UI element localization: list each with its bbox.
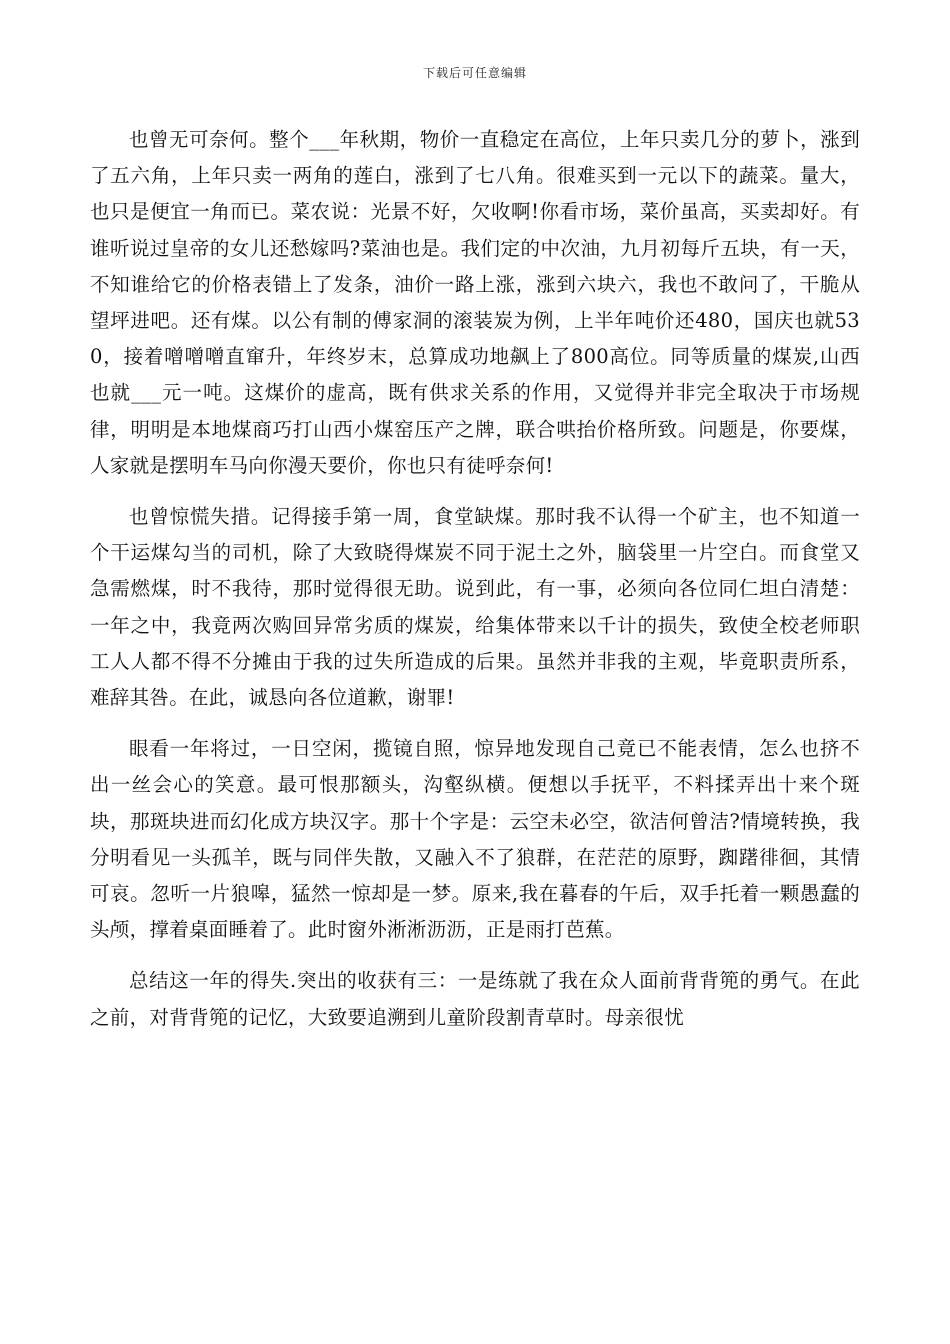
document-body	[90, 122, 860, 1036]
paragraph-coal-shortage: 也曾惊慌失措。记得接手第一周，食堂缺煤。那时我不认得一个矿主，也不知道一个干运煤勾当的司机，除了大致晓得煤炭不同于泥土之外，脑袋里一片空白。而食堂又急需燃煤，时不我待，那时觉得很无助。说到此，有一事，必须向各位同仁坦白清楚：一年之中，我竟两次购回异常劣质的煤炭，给集体带来以千计的损失，致使全校老师职工人人都不得不分摊由于我的过失所造成的后果。虽然并非我的主观，毕竟职责所系，难辞其咎。在此，诚恳向各位道歉，谢罪!	[90, 505, 860, 710]
paragraph-prices: 也曾无可奈何。整个___年秋期，物价一直稳定在高位，上年只卖几分的萝卜，涨到了五六角，上年只卖一两角的莲白，涨到了七八角。很难买到一元以下的蔬菜。量大，也只是便宜一角而已。菜农说：光景不好，欠收啊!你看市场，菜价虽高，买卖却好。有谁听说过皇帝的女儿还愁嫁吗?菜油也是。我们定的中次油，九月初每斤五块，有一天，不知谁给它的价格表错上了发条，油价一路上涨，涨到六块六，我也不敢问了，干脆从望坪进吧。还有煤。以公有制的傅家洞的滚装炭为例，上半年吨价还480，国庆也就530，接着噌噌噌直窜升，年终岁末，总算成功地飙上了800高位。同等质量的煤炭,山西也就___元一吨。这煤价的虚高，既有供求关系的作用，又觉得并非完全取决于市场规律，明明是本地煤商巧打山西小煤窑压产之牌，联合哄抬价格所致。问题是，你要煤，人家就是摆明车马向你漫天要价，你也只有徒呼奈何!	[90, 128, 860, 477]
page-header: 下载后可任意编辑	[422, 66, 527, 80]
paragraph-reflection: 眼看一年将过，一日空闲，揽镜自照，惊异地发现自己竟已不能表情，怎么也挤不出一丝会心的笑意。最可恨那额头，沟壑纵横。便想以手抚平，不料揉弄出十来个斑块，那斑块进而幻化成方块汉字。那十个字是：云空未必空，欲洁何曾洁?情境转换，我分明看见一头孤羊，既与同伴失散，又融入不了狼群，在茫茫的原野，踟躇徘徊，其情可哀。忽听一片狼嗥，猛然一惊却是一梦。原来,我在暮春的午后，双手托着一颗愚蠢的头颅，撑着桌面睡着了。此时窗外淅淅沥沥，正是雨打芭蕉。	[90, 737, 860, 942]
paragraph-summary: 总结这一年的得失.突出的收获有三：一是练就了我在众人面前背背篼的勇气。在此之前，对背背篼的记忆，大致要追溯到儿童阶段割青草时。母亲很忧	[90, 969, 860, 1029]
